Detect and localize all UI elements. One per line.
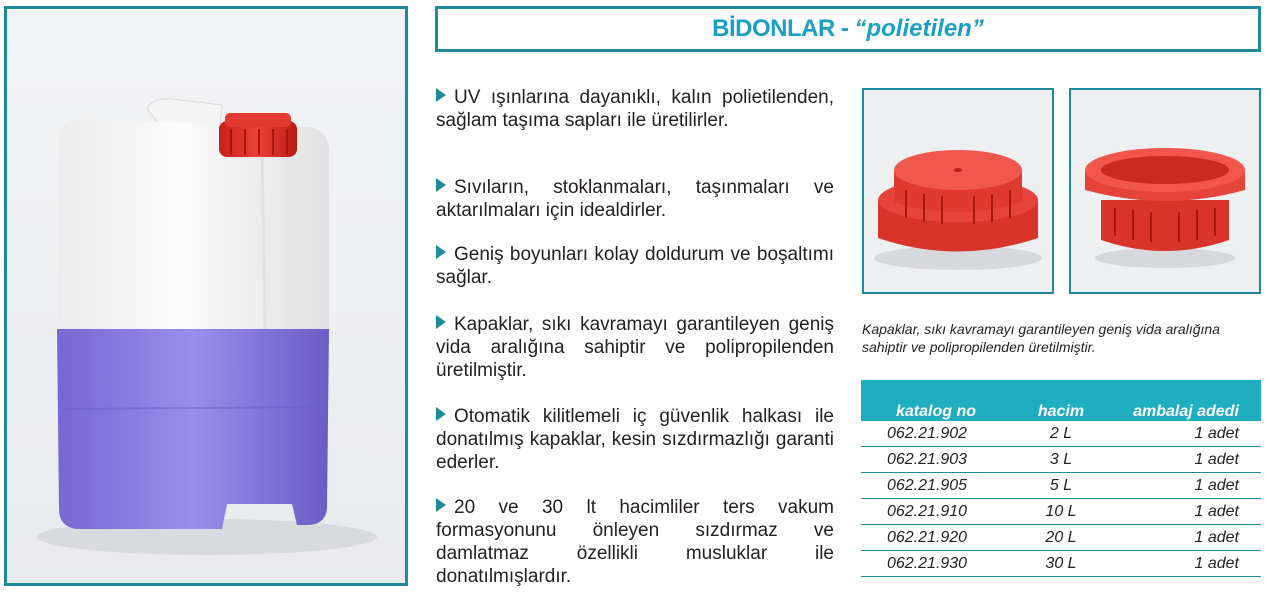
cell-volume: 2 L — [1049, 424, 1073, 442]
table-row — [861, 525, 1261, 551]
header-catalog-no: katalog no — [895, 403, 976, 420]
jerrycan-illustration — [7, 9, 405, 583]
table-row — [861, 421, 1261, 447]
table-row — [861, 551, 1261, 577]
cell-pack-qty: 1 adet — [1194, 528, 1239, 546]
cell-pack-qty: 1 adet — [1194, 450, 1239, 468]
cap-top-illustration — [864, 90, 1052, 292]
header-pack-qty: ambalaj adedi — [1133, 403, 1239, 420]
cell-pack-qty: 1 adet — [1194, 554, 1239, 572]
cell-catalog-no: 062.21.920 — [887, 528, 968, 546]
arrow-right-icon — [436, 245, 446, 259]
table-row — [861, 473, 1261, 499]
cell-volume: 3 L — [1049, 450, 1073, 468]
cell-catalog-no: 062.21.903 — [887, 450, 968, 468]
cell-catalog-no: 062.21.930 — [887, 554, 968, 572]
cell-pack-qty: 1 adet — [1194, 424, 1239, 442]
feature-item: Kapaklar, sıkı kavramayı garantileyen geniş vida aralığına sahiptir ve polipropilenden üretilmiştir. — [436, 314, 834, 381]
cap-caption: Kapaklar, sıkı kavramayı garantileyen geniş vida aralığına sahiptir ve polipropilenden üretilmiştir. — [862, 321, 1220, 355]
cell-catalog-no: 062.21.902 — [887, 424, 968, 442]
cell-catalog-no: 062.21.910 — [887, 502, 968, 520]
feature-item: 20 ve 30 lt hacimliler ters vakum formasyonunu önleyen sızdırmaz ve damlatmaz özellikli musluklar ile donatılmışlardır. — [436, 497, 834, 587]
cell-pack-qty: 1 adet — [1194, 476, 1239, 494]
catalog-table — [861, 380, 1261, 577]
page-title-box — [435, 6, 1261, 52]
feature-item: Sıvıların, stoklanmaları, taşınmaları ve aktarılmaları için idealdirler. — [436, 177, 834, 221]
cell-volume: 20 L — [1045, 528, 1077, 546]
cap-bottom-illustration — [1071, 90, 1259, 292]
arrow-right-icon — [436, 315, 446, 329]
cell-volume: 5 L — [1049, 476, 1073, 494]
cell-pack-qty: 1 adet — [1194, 502, 1239, 520]
page-title: BİDONLAR - — [712, 15, 849, 42]
arrow-right-icon — [436, 88, 446, 102]
feature-item: Otomatik kilitlemeli iç güvenlik halkası ile donatılmış kapaklar, kesin sızdırmazlığı garanti ederler. — [436, 406, 834, 473]
table-header — [861, 380, 1261, 421]
arrow-right-icon — [436, 498, 446, 512]
cap-photo-bottom — [1069, 88, 1261, 294]
jerrycan-photo — [4, 6, 408, 586]
table-row — [861, 447, 1261, 473]
feature-item: UV ışınlarına dayanıklı, kalın polietilenden, sağlam taşıma sapları ile üretilirler. — [436, 87, 834, 131]
arrow-right-icon — [436, 178, 446, 192]
arrow-right-icon — [436, 407, 446, 421]
cell-volume: 30 L — [1045, 554, 1077, 572]
table-row — [861, 499, 1261, 525]
cell-catalog-no: 062.21.905 — [887, 476, 968, 494]
cap-photo-top — [862, 88, 1054, 294]
page-subtitle: “polietilen” — [854, 15, 984, 42]
cell-volume: 10 L — [1045, 502, 1077, 520]
header-volume: hacim — [1037, 403, 1085, 420]
feature-item: Geniş boyunları kolay doldurum ve boşaltımı sağlar. — [436, 244, 834, 288]
